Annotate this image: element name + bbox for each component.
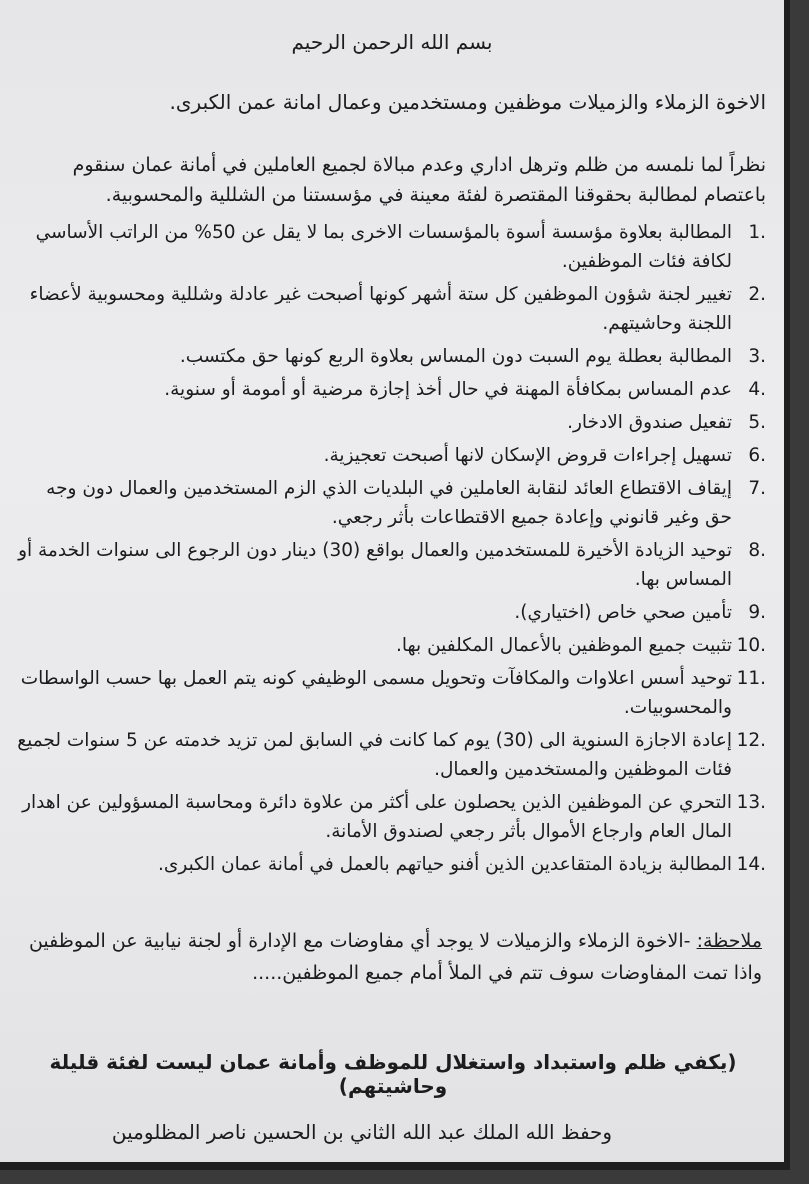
slogan-line: (يكفي ظلم واستبداد واستغلال للموظف وأمانة عمان ليست لفئة قليلة وحاشيتهم) xyxy=(49,1050,737,1098)
demand-text: تسهيل إجراءات قروض الإسكان لانها أصبحت تعجيزية. xyxy=(323,445,732,466)
demand-item xyxy=(16,536,766,594)
demand-item xyxy=(16,474,766,532)
demand-text: المطالبة بزيادة المتقاعدين الذين أفنو حياتهم بالعمل في أمانة عمان الكبرى. xyxy=(158,854,732,875)
demand-number: .2 xyxy=(748,284,766,305)
demand-text: تثبيت جميع الموظفين بالأعمال المكلفين بها. xyxy=(396,635,732,656)
demand-number: .10 xyxy=(736,635,766,656)
demand-text: عدم المساس بمكافأة المهنة في حال أخذ إجازة مرضية أو أمومة أو سنوية. xyxy=(164,379,732,400)
demand-item xyxy=(16,408,766,437)
demand-text: تأمين صحي خاص (اختياري). xyxy=(514,602,732,623)
note-text: -الاخوة الزملاء والزميلات لا يوجد أي مفاوضات مع الإدارة أو لجنة نيابية عن الموظفين واذا تمت المفاوضات سوف تتم في الملأ أمام جميع الموظفين..... xyxy=(28,930,762,984)
demand-item xyxy=(16,726,766,784)
demand-number: .11 xyxy=(736,668,766,689)
demand-number: .1 xyxy=(748,222,766,243)
demand-number: .12 xyxy=(736,730,766,751)
closing-line: وحفظ الله الملك عبد الله الثاني بن الحسين ناصر المظلومين xyxy=(111,1120,613,1144)
demand-text: توحيد أسس اعلاوات والمكافآت وتحويل مسمى الوظيفي كونه يتم العمل بها حسب الواسطات والمحسوبيات. xyxy=(20,668,732,718)
demand-number: .6 xyxy=(748,445,766,466)
demand-item xyxy=(16,375,766,404)
demand-item xyxy=(16,280,766,338)
demand-text: إعادة الاجازة السنوية الى (30) يوم كما كانت في السابق لمن تزيد خدمته عن 5 سنوات لجميع فئات الموظفين والمستخدمين والعمال. xyxy=(17,730,732,780)
greeting-line: الاخوة الزملاء والزميلات موظفين ومستخدمين وعمال امانة عمن الكبرى. xyxy=(169,90,766,114)
demand-text: المطالبة بعلاوة مؤسسة أسوة بالمؤسسات الاخرى بما لا يقل عن 50% من الراتب الأساسي لكافة فئات الموظفين. xyxy=(35,222,732,272)
demand-item xyxy=(16,850,766,879)
demand-item xyxy=(16,441,766,470)
demand-number: .8 xyxy=(748,540,766,561)
demand-item xyxy=(16,664,766,722)
demand-text: المطالبة بعطلة يوم السبت دون المساس بعلاوة الربع كونها حق مكتسب. xyxy=(179,346,732,367)
demand-number: .13 xyxy=(736,792,766,813)
note-label: ملاحظة: xyxy=(696,930,762,952)
basmala-heading: بسم الله الرحمن الرحيم xyxy=(291,30,493,54)
note-paragraph xyxy=(28,925,762,989)
demand-text: إيقاف الاقتطاع العائد لنقابة العاملين في البلديات الذي الزم المستخدمين والعمال دون وجه حق وغير قانوني وإعادة جميع الاقتطاعات بأثر رجعي. xyxy=(46,478,732,528)
demand-text: توحيد الزيادة الأخيرة للمستخدمين والعمال بواقع (30) دينار دون الرجوع الى سنوات الخدمة أو المساس بها. xyxy=(18,540,732,590)
demand-number: .4 xyxy=(748,379,766,400)
demand-number: .14 xyxy=(736,854,766,875)
demand-text: التحري عن الموظفين الذين يحصلون على أكثر من علاوة دائرة ومحاسبة المسؤولين عن اهدار المال العام وارجاع الأموال بأثر رجعي لصندوق الأمانة. xyxy=(22,792,732,842)
demands-list xyxy=(16,218,766,883)
demand-text: تفعيل صندوق الادخار. xyxy=(567,412,732,433)
demand-item xyxy=(16,218,766,276)
demand-text: تغيير لجنة شؤون الموظفين كل ستة أشهر كونها أصبحت غير عادلة وشللية ومحسوبية لأعضاء اللجنة وحاشيتهم. xyxy=(29,284,732,334)
demand-number: .3 xyxy=(748,346,766,367)
demand-number: .5 xyxy=(748,412,766,433)
demand-number: .7 xyxy=(748,478,766,499)
demand-item xyxy=(16,598,766,627)
intro-paragraph: نظراً لما نلمسه من ظلم وترهل اداري وعدم مبالاة لجميع العاملين في أمانة عمان سنقوم باعتصام لمطالبة بحقوقنا المقتصرة لفئة معينة في مؤسستنا من الشللية والمحسوبية. xyxy=(72,154,766,206)
demand-number: .9 xyxy=(748,602,766,623)
demand-item xyxy=(16,631,766,660)
demand-item xyxy=(16,342,766,371)
demand-item xyxy=(16,788,766,846)
